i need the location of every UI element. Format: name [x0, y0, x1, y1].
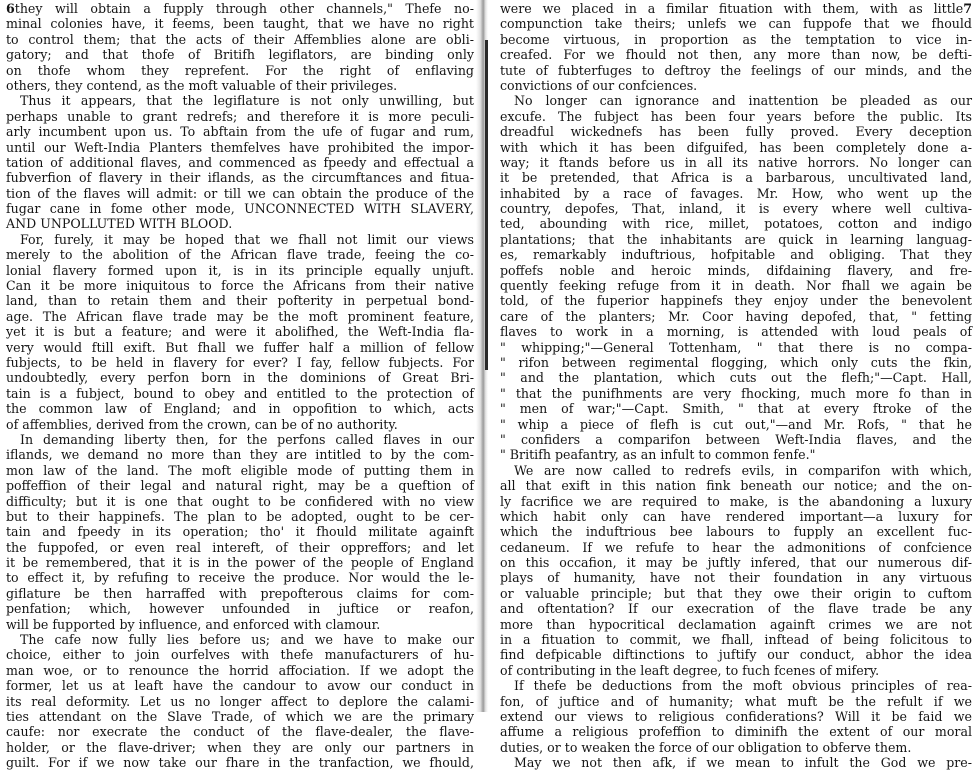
text-line: May we not then afk, if we mean to infult the God we pre- [514, 755, 972, 771]
text-line: " that the punifhments are very fhocking, much more fo than in [500, 385, 972, 401]
text-line: and oftentation? If our execration of the flave trade be any [500, 601, 972, 617]
line-text: were we placed in a fimilar fituation with them, with as little [500, 1, 964, 16]
text-line: but to their happinefs. The plan to be adopted, ought to be cer- [6, 508, 474, 524]
text-line: " whip a piece of flefh is cut out,"—and Mr. Rofs, " that he [500, 416, 972, 432]
text-line: caufe: nor execrate the conduct of the flave-dealer, the flave- [6, 724, 474, 740]
text-line: If thefe be deductions from the moft obvious principles of rea- [514, 678, 972, 694]
text-line: its real deformity. Let us no longer affect to deplore the calami- [6, 693, 474, 709]
page-number: 6 [6, 1, 15, 16]
text-line: to effect it, by refufing to receive the produce. Nor would the le- [6, 570, 474, 586]
text-line: giflature be then harraffed with prepofterous claims for com- [6, 585, 474, 601]
text-line: cedaneum. If we refufe to hear the admonitions of confcience [500, 539, 972, 555]
text-line: creafed. For we fhould not then, any more than now, be defti- [500, 47, 972, 63]
text-line: it be pretended, that Africa is a barbarous, uncultivated land, [500, 170, 972, 186]
text-line: of affemblies, derived from the crown, can be of no authority. [6, 416, 398, 432]
text-line: to control them; that the acts of their Affemblies alone are obli- [6, 31, 474, 47]
text-line: which the induftrious bee labours to fupply an excellent fuc- [500, 524, 972, 540]
text-line: undoubtedly, every perfon born in the dominions of Great Bri- [6, 370, 474, 386]
text-line: flaves to work in a morning, is attended with loud peals of [500, 324, 972, 340]
text-line: all that exift in this nation fink beneath our notice; and the on- [500, 478, 972, 494]
text-line: " and the plantation, which cuts out the flefh;"—Capt. Hall, [500, 370, 972, 386]
right-page [490, 0, 980, 771]
text-line: convictions of our confciences. [500, 77, 698, 93]
text-line: quently feeking refuge from it in death. Nor fhall we again be [500, 278, 972, 294]
text-line: ted, abounding with rice, millet, potatoes, cotton and indigo [500, 216, 972, 232]
text-line: ties attendant on the Slave Trade, of which we are the primary [6, 708, 474, 724]
text-line: The cafe now fully lies before us; and we have to make our [20, 632, 474, 648]
text-line: difficulty; but it is one that ought to be confidered with no view [6, 493, 474, 509]
text-line: way; it ftands before us in all its native horrors. No longer can [500, 154, 972, 170]
text-line: tute of fubterfuges to deftroy the feelings of our minds, and the [500, 62, 972, 78]
text-line: tain is a fubject, bound to obey and entitled to the protection of [6, 385, 474, 401]
text-line [6, 1, 474, 16]
text-line: " rifon between regimental flogging, which only cuts the fkin, [500, 354, 972, 370]
text-line: become virtuous, in proportion as the temptation to vice in- [500, 31, 972, 47]
text-line: fon, of juftice and of humanity; what muft be the refult if we [500, 693, 972, 709]
text-line: AND UNPOLLUTED WITH BLOOD. [6, 216, 233, 232]
text-line: former, let us at leaft have the candour to avow our conduct in [6, 678, 474, 694]
text-line: arly incumbent upon us. To abftain from the ufe of fugar and rum, [6, 124, 474, 140]
text-line: very would ftill exift. But fhall we fuffer half a million of fellow [6, 339, 474, 355]
page-number: 7 [963, 1, 972, 16]
text-line: the common law of England; and in oppofition to which, acts [6, 401, 474, 417]
text-line: man woe, or to renounce the horrid affociation. If we adopt the [6, 662, 474, 678]
text-line: lonial flavery formed upon it, is in its principle equally unjuft. [6, 262, 474, 278]
text-line: which habit only can have rendered important—a luxury for [500, 508, 972, 524]
text-line: For, furely, it may be hoped that we fhall not limit our views [20, 231, 474, 247]
text-line: penfation; which, however unfounded in juftice or reafon, [6, 601, 474, 617]
text-line: holder, or the flave-driver; when they are only our partners in [6, 739, 474, 755]
text-line: ly facrifice we are required to make, is the abandoning a luxury [500, 493, 972, 509]
text-line: Can it be more iniquitous to force the Africans from their native [6, 278, 474, 294]
text-line: merely to the abolition of the African flave trade, feeing the co- [6, 247, 474, 263]
text-line: or valuable principle; but that they owe their origin to cuftom [500, 585, 972, 601]
text-line: of contributing in the leaft degree, to fuch fcenes of mifery. [500, 662, 880, 678]
text-line: gatory; and that thofe of Britifh legiflators, are binding only [6, 47, 474, 63]
text-line: minal colonies have, it feems, been taught, that we have no right [6, 16, 474, 32]
text-line: Thus it appears, that the legiflature is not only unwilling, but [20, 93, 474, 109]
text-line: land, than to retain them and their pofterity in perpetual bond- [6, 293, 474, 309]
text-line: it be remembered, that it is in the power of the people of England [6, 555, 474, 571]
text-line: poffeffion of their legal and natural right, may be a queftion of [6, 478, 474, 494]
text-line: perhaps unable to grant redrefs; and therefore it is more peculi- [6, 108, 474, 124]
text-line: dreadful wickednefs has been fully proved. Every deception [500, 124, 972, 140]
text-line: country, depofes, That, inland, it is every where well cultiva- [500, 201, 972, 217]
text-line: excufe. The fubject has been four years before the public. Its [500, 108, 972, 124]
text-line: affume a religious profeffion to diminifh the extent of our moral [500, 724, 972, 740]
text-line: more than hypocritical declamation againft crimes we are not [500, 616, 972, 632]
text-line: choice, either to join ourfelves with thefe manufacturers of hu- [6, 647, 474, 663]
text-line: age. The African flave trade may be the moft prominent feature, [6, 308, 474, 324]
left-page [0, 0, 480, 771]
text-line [500, 1, 972, 16]
text-line: the fuppofed, or even real intereft, of their oppreffors; and let [6, 539, 474, 555]
text-line: " whipping;"—General Tottenham, " that there is no compa- [500, 339, 972, 355]
text-line: mon law of the land. The moft eligible mode of putting them in [6, 462, 474, 478]
text-line: with which it has been difguifed, has been completely done a- [500, 139, 972, 155]
text-line: We are now called to redrefs evils, in comparifon with which, [514, 462, 972, 478]
text-line: plays of humanity, have not their foundation in any virtuous [500, 570, 972, 586]
text-line: on thofe whom they reprefent. For the right of enflaving [6, 62, 474, 78]
gutter-rule [485, 40, 488, 370]
text-line: In demanding liberty then, for the perfons called flaves in our [20, 431, 474, 447]
text-line: duties, or to weaken the force of our obligation to obferve them. [500, 739, 912, 755]
text-line: poffefs noble and heroic minds, difdaining flavery, and fre- [500, 262, 972, 278]
text-line: others, they contend, as the moft valuable of their privileges. [6, 77, 398, 93]
text-line: No longer can ignorance and inattention be pleaded as our [514, 93, 972, 109]
text-line: told, of the fuperior happinefs they enjoy under the benevolent [500, 293, 972, 309]
text-line: plantations; that the inhabitants are quick in learning languag- [500, 231, 972, 247]
text-line: tation of additional flaves, and commenced as fpeedy and effectual a [6, 154, 474, 170]
text-line: will be fupported by influence, and enforced with clamour. [6, 616, 381, 632]
text-line: inhabited by a race of favages. Mr. How, who went up the [500, 185, 972, 201]
text-line: fubjects, to be held in flavery for ever? I fay, fellow fubjects. For [6, 354, 474, 370]
text-line: until our Weft-India Planters themfelves have prohibited the impor- [6, 139, 474, 155]
text-line: extend our views to religious confiderations? Will it be faid we [500, 708, 972, 724]
text-line: guilt. For if we now take our fhare in the tranfaction, we fhould, [6, 755, 474, 771]
text-line: care of the planters; Mr. Coor having depofed, that, " fetting [500, 308, 972, 324]
text-line: " confiders a comparifon between Weft-India flaves, and the [500, 431, 972, 447]
text-line: in a fituation to commit, we fhall, inftead of being folicitous to [500, 632, 972, 648]
text-line: " Britifh peafantry, as an infult to common fenfe." [500, 447, 816, 463]
text-line: tain and fpeedy in its operation; tho' it fhould militate againft [6, 524, 474, 540]
text-line: tion of the flaves will admit: or till we can obtain the produce of the [6, 185, 474, 201]
text-line: fubverfion of flavery in their iflands, as the circumftances and fitua- [6, 170, 474, 186]
text-line: " men of war;"—Capt. Smith, " that at every ftroke of the [500, 401, 972, 417]
text-line: es, remarkably induftrious, hofpitable and obliging. That they [500, 247, 972, 263]
text-line: fugar cane in fome other mode, UNCONNECTED WITH SLAVERY, [6, 201, 474, 217]
text-line: yet it is but a feature; and were it abolifhed, the Weft-India fla- [6, 324, 474, 340]
text-line: on this occafion, it may be juftly infered, that our numerous dif- [500, 555, 972, 571]
text-line: find defpicable diftinctions to juftify our conduct, abhor the idea [500, 647, 972, 663]
line-text: they will obtain a fupply through other channels," Thefe no- [14, 1, 474, 16]
text-line: compunction take theirs; unlefs we can fuppofe that we fhould [500, 16, 972, 32]
text-line: iflands, we demand no more than they are intitled to by the com- [6, 447, 474, 463]
